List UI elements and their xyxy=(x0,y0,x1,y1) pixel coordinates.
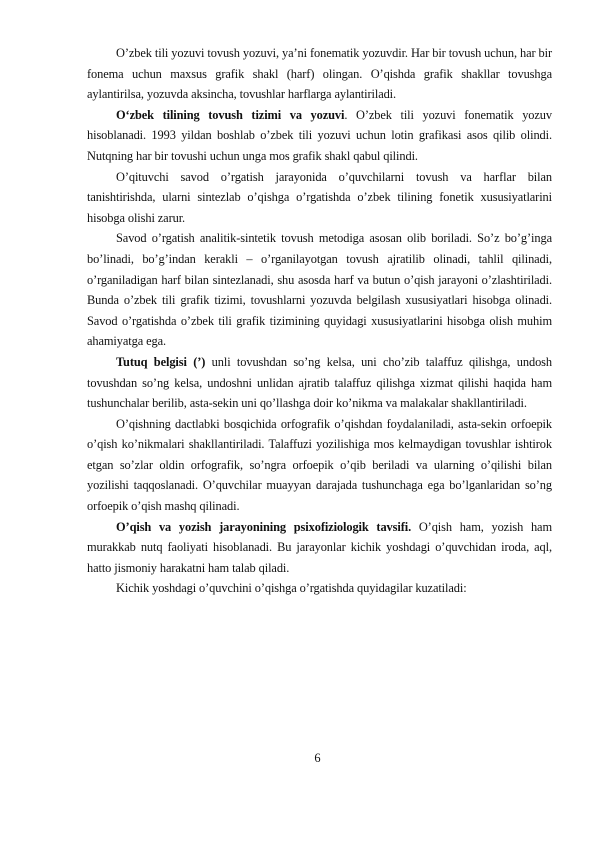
paragraph-text: Kichik yoshdagi o’quvchini o’qishga o’rgatishda quyidagilar kuzatiladi: xyxy=(116,581,467,596)
paragraph-text: Savod o’rgatish analitik-sintetik tovush metodiga asosan olib boriladi. So’z bo’g’inga bo’linadi, bo’g’indan kerakli – o’rganilayotgan tovush ajratilib olinadi, tahlil qilinadi, o’rganiladigan harf bilan sintezlanadi, shu asosda harf va butun o’qish jarayoni o’zlashtiriladi. Bunda o’zbek tili grafik tizimi, tovushlarni yozuvda belgilash xususiyatlari hisobga olinadi. Savod o’rgatishda o’zbek tili grafik tizimining quyidagi xususiyatlarini hisobga olish muhim ahamiyatga ega. xyxy=(87,231,552,349)
paragraph-lead: Tutuq belgisi (’) xyxy=(116,354,206,369)
paragraph-text: O’qishning dactlabki bosqichida orfografik o’qishdan foydalaniladi, asta-sekin orfoepik o’qish ko’nikmalari shakllantiriladi. Talaffuzi yozilishiga mos kelmaydigan tovushlar ishtirok etgan so’zlar oldin orfografik, so’ngra orfoepik o’qib beriladi va ularning o’qilishi bilan yozilishi taqqoslanadi. O’quvchilar muayyan darajada tushunchaga ega bo’lganlaridan so’ng orfoepik o’qish mashq qilinadi. xyxy=(87,416,552,514)
paragraph-lead: O’qish va yozish jarayonining psixofiziologik tavsifi. xyxy=(116,519,412,534)
body-text xyxy=(87,43,552,599)
paragraph-7 xyxy=(87,517,552,579)
paragraph-1 xyxy=(87,43,552,105)
paragraph-6 xyxy=(87,414,552,517)
paragraph-lead: O‘zbek tilining tovush tizimi va yozuvi xyxy=(116,107,345,122)
paragraph-4 xyxy=(87,228,552,352)
paragraph-5 xyxy=(87,352,552,414)
paragraph-2 xyxy=(87,105,552,167)
paragraph-3 xyxy=(87,167,552,229)
paragraph-text: unli tovushdan so’ng kelsa, uni cho’zib talaffuz qilishga, undosh tovushdan so’ng kelsa, undoshni unlidan ajratib talaffuz qilishga xizmat qilishi haqida ham tushunchalar berilib, asta-sekin uni qo’llashga doir ko’nikma va malakalar shakllantiriladi. xyxy=(87,354,552,411)
paragraph-text: O’zbek tili yozuvi tovush yozuvi, ya’ni fonematik yozuvdir. Har bir tovush uchun, har bir fonema uchun maxsus grafik shakl (harf) olingan. O’qishda grafik shakllar tovushga aylantirilsa, yozuvda aksincha, tovushlar harflarga aylantiriladi. xyxy=(87,46,552,102)
page-number: 6 xyxy=(314,751,321,765)
paragraph-8 xyxy=(87,578,552,599)
paragraph-text: . O’zbek tili yozuvi fonematik yozuv hisoblanadi. 1993 yildan boshlab o’zbek tili yozuvi uchun lotin grafikasi asos qilib olindi. Nutqning har bir tovushi uchun unga mos grafik shakl qabul qilindi. xyxy=(87,107,552,163)
paragraph-text: O’qish ham, yozish ham murakkab nutq faoliyati hisoblanadi. Bu jarayonlar kichik yoshdagi o’quvchidan iroda, aql, hatto jismoniy harakatni ham talab qiladi. xyxy=(87,519,552,575)
paragraph-text: O’qituvchi savod o’rgatish jarayonida o’quvchilarni tovush va harflar bilan tanishtirishda, ularni sintezlab o’qishga o’rgatishda o’zbek tilining fonetik xususiyatlarini hisobga olishi zarur. xyxy=(87,169,552,225)
